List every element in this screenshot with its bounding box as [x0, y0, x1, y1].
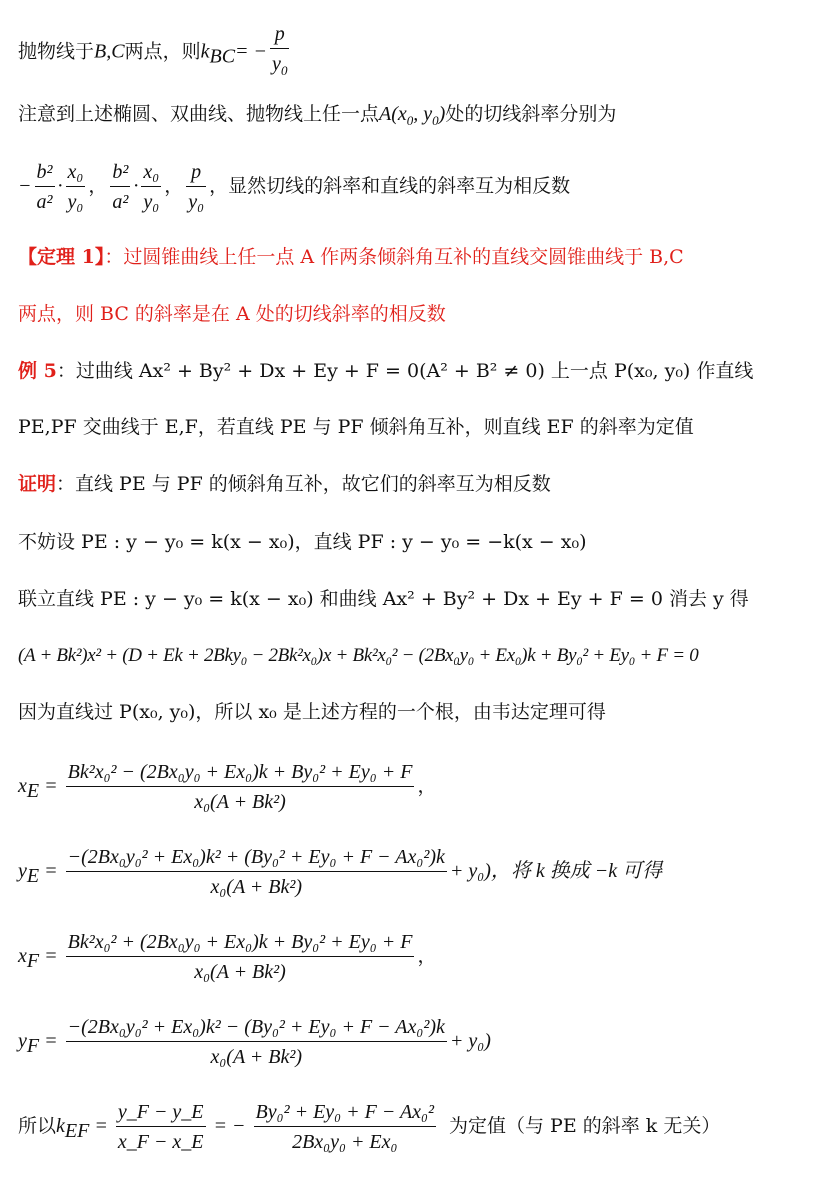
slope-subscript: BC — [209, 45, 236, 68]
fraction: $\frac{\text{By₀² + Ey₀ + F − Ax₀²}}{\text{2Bx₀y₀ + Ex₀}}$ — [255, 1101, 435, 1153]
assume-line: 不妨设 PE : y − y₀ = k(x − x₀)，直线 PF : y − y₀ = −k(x − x₀) — [18, 531, 587, 553]
line-tangent-intro — [18, 102, 616, 133]
line-tangent-slopes: − $\frac{\text{b²}}{\text{a²}}$ · $\frac{\text{x₀}}{\text{y₀}}$ ， $\frac{\text{b²}}{\text{a²}}$ · $\frac{\text{x₀}}{\text{y₀}}$ ， $\frac{p}{\text{y₀}}$ ，显然切线的斜率和直线的斜率互为相反数 — [18, 161, 571, 213]
fraction: $\frac{\text{b²}}{\text{a²}}$ — [112, 161, 129, 213]
root-line: 因为直线过 P(x₀, y₀)，所以 x₀ 是上述方程的一个根，由韦达定理可得 — [18, 701, 606, 723]
numerator: p — [270, 22, 289, 49]
text: ，显然切线的斜率和直线的斜率互为相反数 — [209, 175, 571, 197]
example-line-1 — [18, 359, 753, 383]
xe-formula: $x_E$ = $\frac{\text{Bk²x₀² − (2Bx₀y₀ + Ex₀)k + By₀² + Ey₀ + F}}{\text{x₀(A + Bk²)}}$ ， — [18, 761, 437, 813]
theorem-text: ：过圆锥曲线上任一点 A 作两条倾斜角互补的直线交圆锥曲线于 B,C — [104, 246, 684, 268]
xf-formula: $x_F$ = $\frac{\text{Bk²x₀² + (2Bx₀y₀ + Ex₀)k + By₀² + Ey₀ + F}}{\text{x₀(A + Bk²)}}$ ， — [18, 931, 437, 983]
example-text: ：过曲线 Ax² + By² + Dx + Ey + F = 0(A² + B² ≠ 0) 上一点 P(x₀, y₀) 作直线 — [56, 360, 754, 382]
yf-formula: $y_F$ = $\frac{\text{−(2Bx₀y₀² + Ex₀)k² − (By₀² + Ey₀ + F − Ax₀²)k}}{\text{x₀(A + Bk²)}}$ + y₀) — [18, 1016, 491, 1068]
ye-formula: $y_E$ = $\frac{\text{−(2Bx₀y₀² + Ex₀)k² + (By₀² + Ey₀ + F − Ax₀²)k}}{\text{x₀(A + Bk²)}}$ + y₀)，将 k 换成 −k 可得 — [18, 846, 663, 898]
slope-symbol: k — [200, 40, 210, 63]
text: 注意到上述椭圆、双曲线、抛物线上任一点 — [18, 103, 380, 125]
fraction: $\frac{\text{x₀}}{\text{y₀}}$ — [143, 161, 160, 213]
theorem-text-2: 两点，则 BC 的斜率是在 A 处的切线斜率的相反数 — [18, 303, 446, 325]
text: 两点，则 — [124, 40, 201, 63]
proof-tag: 证明 — [18, 473, 57, 495]
quadratic-equation: (A + Bk²)x² + (D + Ek + 2Bky₀ − 2Bk²x₀)x + Bk²x₀² − (2Bx₀y₀ + Ex₀)k + By₀² + Ey₀ + F = 0 — [18, 645, 699, 666]
fraction: $\frac{\text{−(2Bx₀y₀² + Ex₀)k² − (By₀² + Ey₀ + F − Ax₀²)k}}{\text{x₀(A + Bk²)}}$ — [67, 1016, 445, 1068]
theorem-tag: 【定理 1】 — [18, 246, 105, 268]
fraction: $\frac{\text{x₀}}{\text{y₀}}$ — [67, 161, 84, 213]
line-parabola-slope — [18, 22, 292, 83]
example-line-2 — [18, 415, 694, 439]
fraction: $\frac{\text{Bk²x₀² − (2Bx₀y₀ + Ex₀)k + By₀² + Ey₀ + F}}{\text{x₀(A + Bk²)}}$ — [67, 761, 413, 813]
conclusion-formula: 所以$k_{EF}$ = $\frac{y\_F - y\_E}{x\_F - x\_E}$ = − $\frac{\text{By₀² + Ey₀ + F − Ax₀²}}{\text{2Bx₀y₀ + Ex₀}}$ 为定值（与 PE 的斜率 k 无关） — [18, 1101, 721, 1153]
fraction: $\frac{p}{\text{y₀}}$ — [188, 161, 205, 213]
fraction: $\frac{y\_F - y\_E}{x\_F - x\_E}$ — [117, 1101, 204, 1153]
fraction: $\frac{\text{b²}}{\text{a²}}$ — [36, 161, 53, 213]
proof-text: ：直线 PE 与 PF 的倾斜角互补，故它们的斜率互为相反数 — [56, 473, 551, 495]
combine-line: 联立直线 PE : y − y₀ = k(x − x₀) 和曲线 Ax² + By² + Dx + Ey + F = 0 消去 y 得 — [18, 588, 749, 610]
example-text-2: PE,PF 交曲线于 E,F，若直线 PE 与 PF 倾斜角互补，则直线 EF 的斜率为定值 — [18, 416, 694, 438]
fraction — [270, 22, 289, 83]
point-a: $A(x_0$, $y_0$) — [379, 103, 446, 128]
proof-line — [18, 472, 551, 496]
points-bc: B,C — [94, 40, 125, 63]
theorem-line-2 — [18, 302, 446, 326]
fraction: $\frac{\text{Bk²x₀² + (2Bx₀y₀ + Ex₀)k + By₀² + Ey₀ + F}}{\text{x₀(A + Bk²)}}$ — [67, 931, 413, 983]
text: 抛物线于 — [18, 40, 95, 63]
equals: = − — [235, 40, 268, 63]
example-tag: 例 5 — [18, 360, 57, 382]
denominator: $y_0$ — [272, 53, 288, 78]
text: 处的切线斜率分别为 — [445, 103, 617, 125]
fraction: $\frac{\text{−(2Bx₀y₀² + Ex₀)k² + (By₀² + Ey₀ + F − Ax₀²)k}}{\text{x₀(A + Bk²)}}$ — [67, 846, 445, 898]
theorem-line-1 — [18, 245, 684, 269]
